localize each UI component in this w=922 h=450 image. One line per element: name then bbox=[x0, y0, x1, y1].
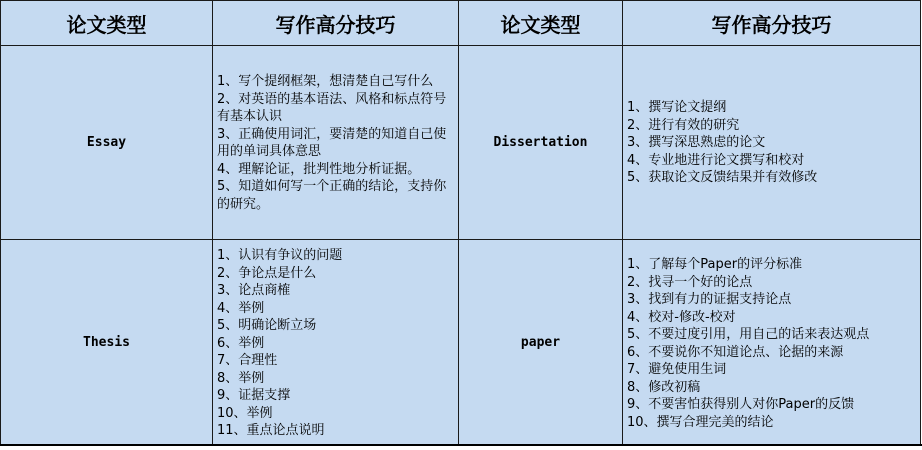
tip-item: 1、认识有争议的问题 bbox=[217, 248, 343, 264]
table-row bbox=[1, 240, 921, 445]
tip-item: 10、举例 bbox=[217, 405, 273, 421]
tip-item: 3、论点商榷 bbox=[217, 283, 291, 299]
table-row bbox=[1, 46, 921, 240]
tip-item: 6、举例 bbox=[217, 335, 265, 351]
header-paper-type-right[interactable]: 论文类型 bbox=[459, 1, 623, 46]
tip-item: 4、理解论证，批判性地分析证据。 bbox=[217, 161, 421, 177]
tip-item: 6、不要说你不知道论点、论据的来源 bbox=[627, 344, 844, 360]
tip-item: 4、专业地进行论文撰写和校对 bbox=[627, 152, 805, 168]
tip-item: 4、校对-修改-校对 bbox=[627, 309, 736, 325]
tip-item: 4、举例 bbox=[217, 300, 265, 316]
header-writing-tips-right[interactable]: 写作高分技巧 bbox=[623, 1, 921, 46]
tip-item: 5、明确论断立场 bbox=[217, 318, 317, 334]
tip-item: 5、获取论文反馈结果并有效修改 bbox=[627, 170, 818, 186]
tip-item: 1、了解每个Paper的评分标准 bbox=[627, 257, 803, 272]
tips-list bbox=[213, 244, 458, 440]
tip-item: 2、对英语的基本语法、风格和标点符号有基本认识 bbox=[217, 91, 447, 124]
tip-item: 1、撰写论文提纲 bbox=[627, 100, 727, 116]
tips-cell[interactable] bbox=[213, 240, 459, 445]
paper-type-cell[interactable]: paper bbox=[459, 240, 623, 445]
tip-item: 10、撰写合理完美的结论 bbox=[627, 414, 774, 430]
tip-item: 8、举例 bbox=[217, 370, 265, 386]
header-paper-type-left[interactable]: 论文类型 bbox=[1, 1, 213, 46]
header-row bbox=[1, 1, 921, 46]
tip-item: 3、撰写深思熟虑的论文 bbox=[627, 135, 766, 151]
tips-list bbox=[213, 72, 458, 213]
tip-item: 7、合理性 bbox=[217, 353, 278, 369]
tip-item: 9、不要害怕获得别人对你Paper的反馈 bbox=[627, 397, 855, 412]
tip-item: 2、进行有效的研究 bbox=[627, 117, 740, 133]
tip-item: 2、争论点是什么 bbox=[217, 265, 317, 281]
tips-cell[interactable] bbox=[623, 46, 921, 240]
tips-cell[interactable] bbox=[213, 46, 459, 240]
bottom-border bbox=[0, 444, 922, 446]
tips-list bbox=[623, 98, 920, 187]
tip-item: 11、重点论点说明 bbox=[217, 423, 325, 439]
tips-cell[interactable] bbox=[623, 240, 921, 445]
tip-item: 5、不要过度引用，用自己的话来表达观点 bbox=[627, 327, 870, 342]
tip-item: 5、知道如何写一个正确的结论，支持你的研究。 bbox=[217, 179, 447, 212]
tip-item: 8、修改初稿 bbox=[627, 379, 701, 395]
tip-item: 2、找寻一个好的论点 bbox=[627, 274, 753, 290]
tip-item: 7、避免使用生词 bbox=[627, 362, 727, 377]
paper-type-cell[interactable]: Thesis bbox=[1, 240, 213, 445]
tip-item: 9、证据支撑 bbox=[217, 388, 291, 404]
paper-type-cell[interactable]: Dissertation bbox=[459, 46, 623, 240]
tip-item: 3、正确使用词汇，要清楚的知道自己使用的单词具体意思 bbox=[217, 126, 447, 159]
tip-item: 3、找到有力的证据支持论点 bbox=[627, 292, 792, 307]
paper-type-cell[interactable]: Essay bbox=[1, 46, 213, 240]
tip-item: 1、写个提纲框架，想清楚自己写什么 bbox=[217, 74, 434, 89]
header-writing-tips-left[interactable]: 写作高分技巧 bbox=[213, 1, 459, 46]
tips-list bbox=[623, 253, 920, 431]
